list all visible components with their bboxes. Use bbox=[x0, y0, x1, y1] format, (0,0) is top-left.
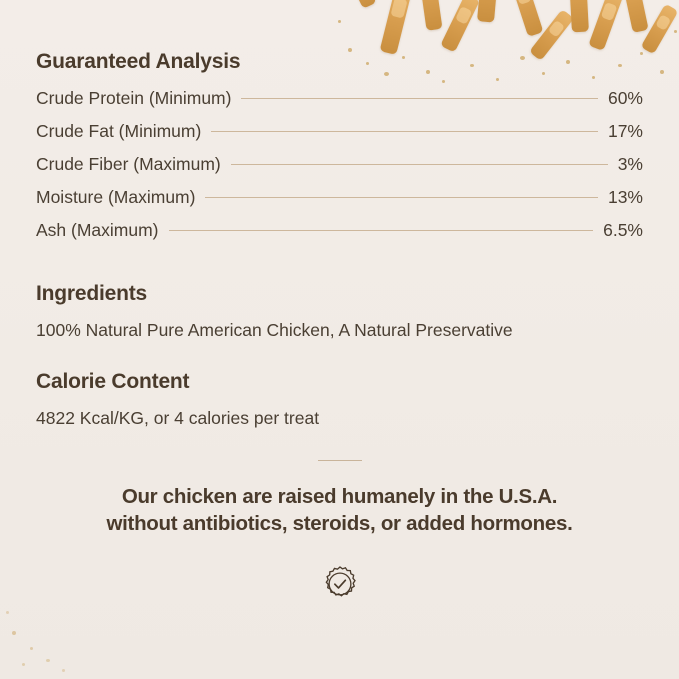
guaranteed-analysis-row bbox=[36, 220, 643, 241]
nutrient-value: 6.5% bbox=[603, 220, 643, 240]
nutrient-value: 60% bbox=[607, 88, 643, 108]
ingredients-text: 100% Natural Pure American Chicken, A Natural Preservative bbox=[36, 320, 513, 340]
nutrient-value: 13% bbox=[607, 187, 643, 207]
nutrient-label: Crude Fiber (Maximum) bbox=[36, 154, 221, 174]
guaranteed-analysis-title: Guaranteed Analysis bbox=[36, 50, 241, 73]
guaranteed-analysis-row bbox=[36, 154, 643, 175]
calorie-content-title: Calorie Content bbox=[36, 369, 190, 393]
sourcing-claim-line-2: without antibiotics, steroids, or added hormones. bbox=[106, 512, 573, 536]
nutrient-value: 3% bbox=[617, 154, 643, 174]
leader-line bbox=[205, 197, 598, 198]
guaranteed-analysis-list bbox=[36, 88, 643, 241]
guaranteed-analysis-row bbox=[36, 88, 643, 109]
nutrient-label: Crude Protein (Minimum) bbox=[36, 88, 232, 108]
section-divider bbox=[318, 460, 362, 461]
leader-line bbox=[211, 131, 598, 132]
guaranteed-analysis-row bbox=[36, 121, 643, 142]
nutrient-value: 17% bbox=[607, 121, 643, 141]
check-seal-icon bbox=[319, 563, 361, 605]
leader-line bbox=[241, 98, 598, 99]
ingredients-title: Ingredients bbox=[36, 282, 147, 305]
nutrient-label: Crude Fat (Minimum) bbox=[36, 121, 202, 141]
nutrient-label: Moisture (Maximum) bbox=[36, 187, 196, 207]
calorie-content-text: 4822 Kcal/KG, or 4 calories per treat bbox=[36, 407, 320, 428]
nutrient-label: Ash (Maximum) bbox=[36, 220, 159, 240]
leader-line bbox=[231, 164, 608, 165]
sourcing-claim bbox=[36, 483, 643, 537]
sourcing-claim-line-1: Our chicken are raised humanely in the U.S.A. bbox=[121, 485, 558, 509]
guaranteed-analysis-row bbox=[36, 187, 643, 208]
seal-container bbox=[36, 563, 643, 605]
leader-line bbox=[169, 230, 594, 231]
